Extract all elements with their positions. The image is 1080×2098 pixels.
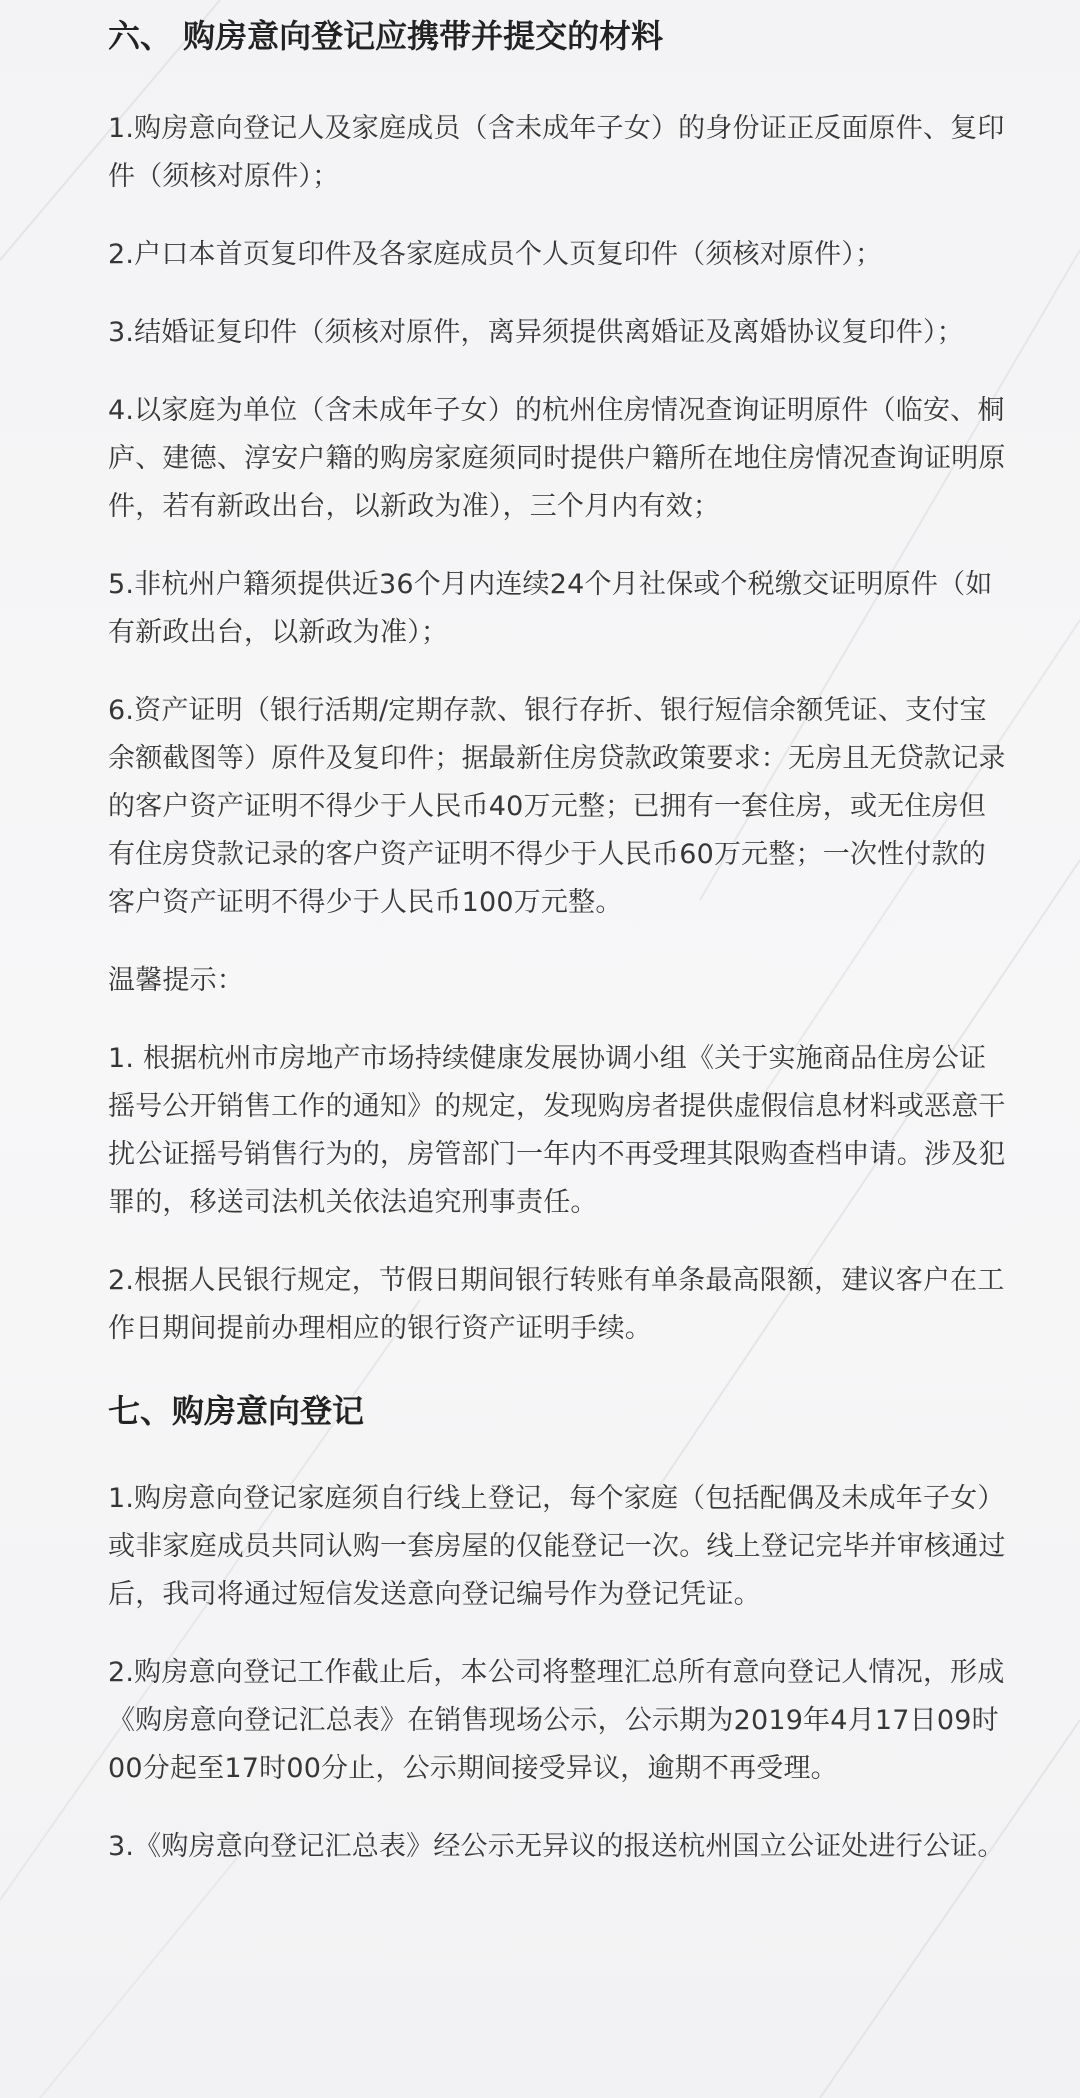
registration-item-1: 1.购房意向登记家庭须自行线上登记，每个家庭（包括配偶及未成年子女）或非家庭成员共同认购一套房屋的仅能登记一次。线上登记完毕并审核通过后，我司将通过短信发送意向登记编号作为登记凭证。 bbox=[108, 1483, 1006, 1610]
materials-item-2: 2.户口本首页复印件及各家庭成员个人页复印件（须核对原件）； bbox=[108, 239, 883, 270]
materials-item-5: 5.非杭州户籍须提供近36个月内连续24个月社保或个税缴交证明原件（如有新政出台，以新政为准）； bbox=[108, 569, 993, 648]
tips-label: 温馨提示： bbox=[108, 965, 244, 996]
materials-item-3: 3.结婚证复印件（须核对原件，离异须提供离婚证及离婚协议复印件）； bbox=[108, 317, 964, 348]
section-heading-registration: 七、购房意向登记 bbox=[108, 1392, 365, 1430]
registration-item-2: 2.购房意向登记工作截止后，本公司将整理汇总所有意向登记人情况，形成《购房意向登记汇总表》在销售现场公示，公示期为2019年4月17日09时00分起至17时00分止，公示期间接受异议，逾期不再受理。 bbox=[108, 1657, 1005, 1784]
materials-item-6: 6.资产证明（银行活期/定期存款、银行存折、银行短信余额凭证、支付宝余额截图等）原件及复印件；据最新住房贷款政策要求：无房且无贷款记录的客户资产证明不得少于人民币40万元整；已拥有一套住房，或无住房但有住房贷款记录的客户资产证明不得少于人民币60万元整；一次性付款的客户资产证明不得少于人民币100万元整。 bbox=[108, 695, 1006, 918]
tip-item-1: 1. 根据杭州市房地产市场持续健康发展协调小组《关于实施商品住房公证摇号公开销售工作的通知》的规定，发现购房者提供虚假信息材料或恶意干扰公证摇号销售行为的，房管部门一年内不再受理其限购查档申请。涉及犯罪的，移送司法机关依法追究刑事责任。 bbox=[108, 1043, 1006, 1218]
document-content bbox=[108, 0, 1008, 1871]
registration-item-3: 3.《购房意向登记汇总表》经公示无异议的报送杭州国立公证处进行公证。 bbox=[108, 1831, 1005, 1862]
section-heading-materials: 六、 购房意向登记应携带并提交的材料 bbox=[108, 17, 664, 55]
materials-item-1: 1.购房意向登记人及家庭成员（含未成年子女）的身份证正反面原件、复印件（须核对原件）； bbox=[108, 113, 1005, 192]
materials-item-4: 4.以家庭为单位（含未成年子女）的杭州住房情况查询证明原件（临安、桐庐、建德、淳安户籍的购房家庭须同时提供户籍所在地住房情况查询证明原件，若有新政出台，以新政为准），三个月内有效； bbox=[108, 395, 1006, 522]
tip-item-2: 2.根据人民银行规定，节假日期间银行转账有单条最高限额，建议客户在工作日期间提前办理相应的银行资产证明手续。 bbox=[108, 1265, 1005, 1344]
